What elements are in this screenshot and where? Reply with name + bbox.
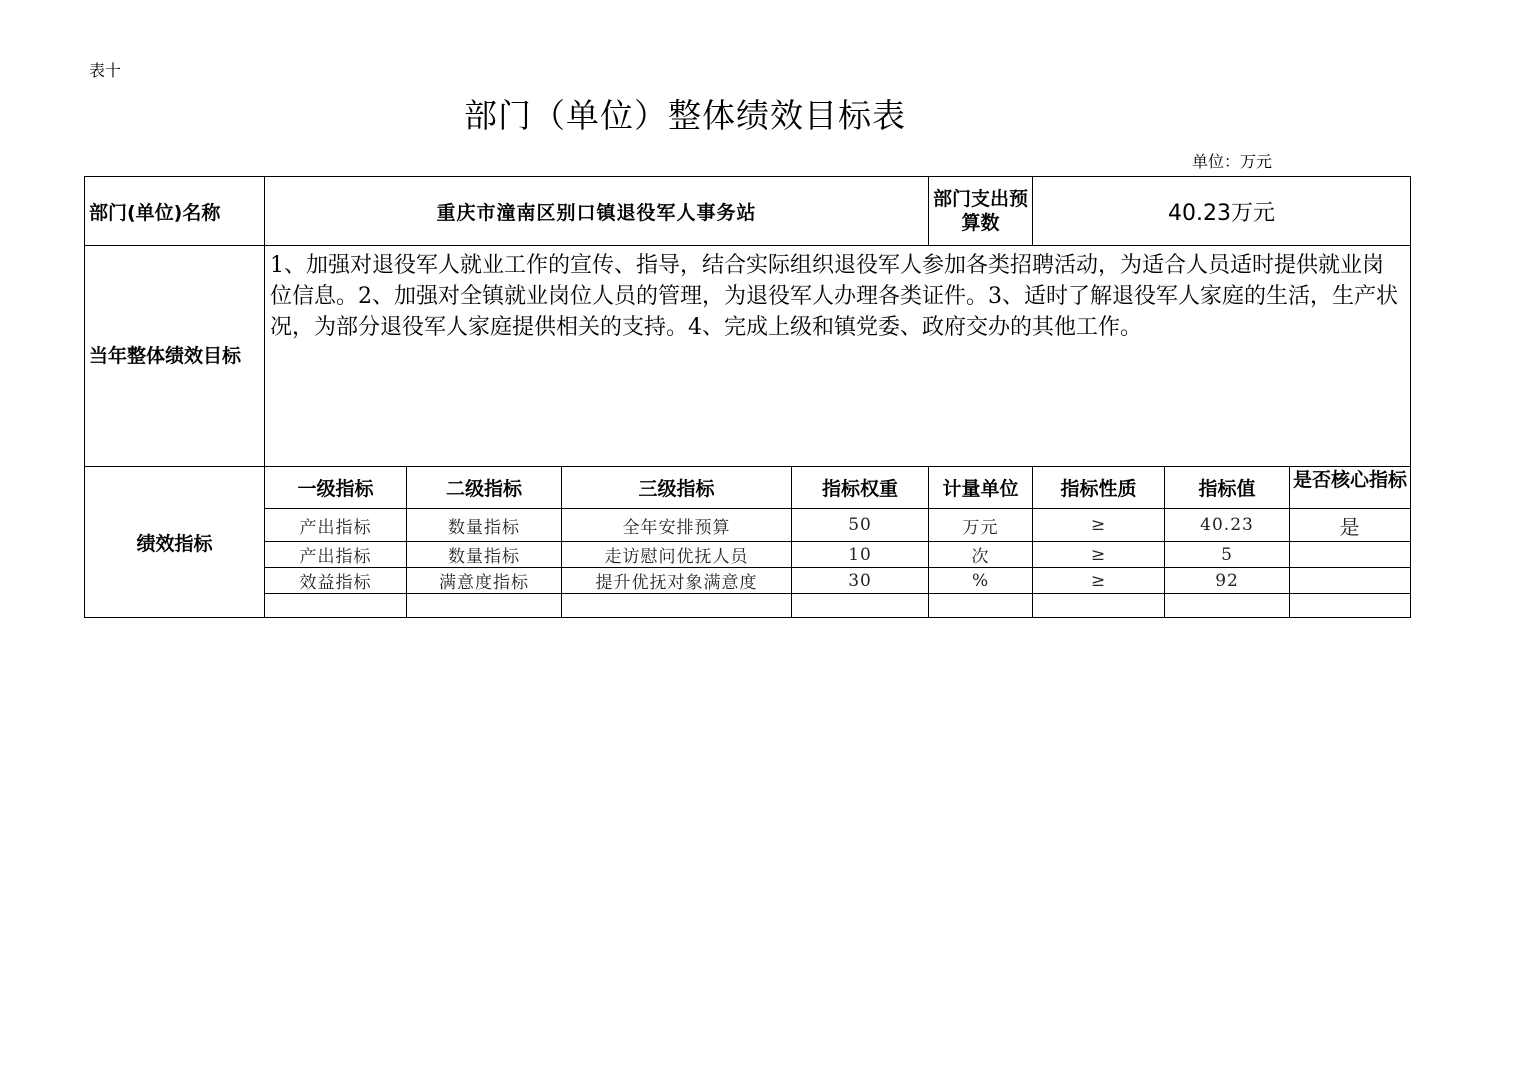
row-cell: 次 (929, 542, 1033, 568)
row-cell: 数量指标 (407, 509, 562, 542)
row-cell: 数量指标 (407, 542, 562, 568)
row-cell (562, 594, 792, 618)
row-cell: 产出指标 (265, 542, 407, 568)
row-cell: ≥ (1033, 509, 1165, 542)
row-cell: 92 (1165, 568, 1290, 594)
header-core: 是否核心指标 (1290, 467, 1411, 509)
row-cell: 30 (792, 568, 929, 594)
row-cell: ≥ (1033, 542, 1165, 568)
table-row (85, 509, 1411, 542)
dept-name-label: 部门(单位)名称 (85, 177, 265, 246)
row-cell: % (929, 568, 1033, 594)
header-value: 指标值 (1165, 467, 1290, 509)
goal-text: 1、加强对退役军人就业工作的宣传、指导，结合实际组织退役军人参加各类招聘活动，为适合人员适时提供就业岗位信息。2、加强对全镇就业岗位人员的管理，为退役军人办理各类证件。3、适时了解退役军人家庭的生活，生产状况，为部分退役军人家庭提供相关的支持。4、完成上级和镇党委、政府交办的其他工作。 (265, 246, 1411, 467)
table-row (85, 542, 1411, 568)
row-cell: 全年安排预算 (562, 509, 792, 542)
row-cell: 40.23 (1165, 509, 1290, 542)
header-level3: 三级指标 (562, 467, 792, 509)
header-level2: 二级指标 (407, 467, 562, 509)
row-cell (1290, 542, 1411, 568)
unit-note: 单位：万元 (1192, 152, 1273, 171)
row-cell (1033, 594, 1165, 618)
row-cell (265, 594, 407, 618)
row-cell (792, 594, 929, 618)
dept-name-value: 重庆市潼南区别口镇退役军人事务站 (265, 177, 929, 246)
row-cell: 效益指标 (265, 568, 407, 594)
header-weight: 指标权重 (792, 467, 929, 509)
row-cell (1165, 594, 1290, 618)
row-cell: 提升优抚对象满意度 (562, 568, 792, 594)
row-cell: 走访慰问优抚人员 (562, 542, 792, 568)
row-cell (407, 594, 562, 618)
page-title: 部门（单位）整体绩效目标表 (464, 96, 906, 135)
perf-indicators-label: 绩效指标 (85, 467, 265, 618)
row-cell (929, 594, 1033, 618)
table-row (85, 594, 1411, 618)
row-cell: 10 (792, 542, 929, 568)
performance-table (84, 176, 1411, 618)
header-unit: 计量单位 (929, 467, 1033, 509)
goal-label: 当年整体绩效目标 (85, 246, 265, 467)
budget-value: 40.23万元 (1033, 177, 1411, 246)
row-cell: 是 (1290, 509, 1411, 542)
row-cell (1290, 594, 1411, 618)
table-number: 表十 (89, 61, 122, 80)
row-cell: ≥ (1033, 568, 1165, 594)
header-level1: 一级指标 (265, 467, 407, 509)
header-nature: 指标性质 (1033, 467, 1165, 509)
row-cell: 50 (792, 509, 929, 542)
row-cell: 5 (1165, 542, 1290, 568)
budget-label: 部门支出预算数 (929, 177, 1033, 246)
row-cell (1290, 568, 1411, 594)
row-cell: 产出指标 (265, 509, 407, 542)
table-row (85, 568, 1411, 594)
row-cell: 满意度指标 (407, 568, 562, 594)
row-cell: 万元 (929, 509, 1033, 542)
